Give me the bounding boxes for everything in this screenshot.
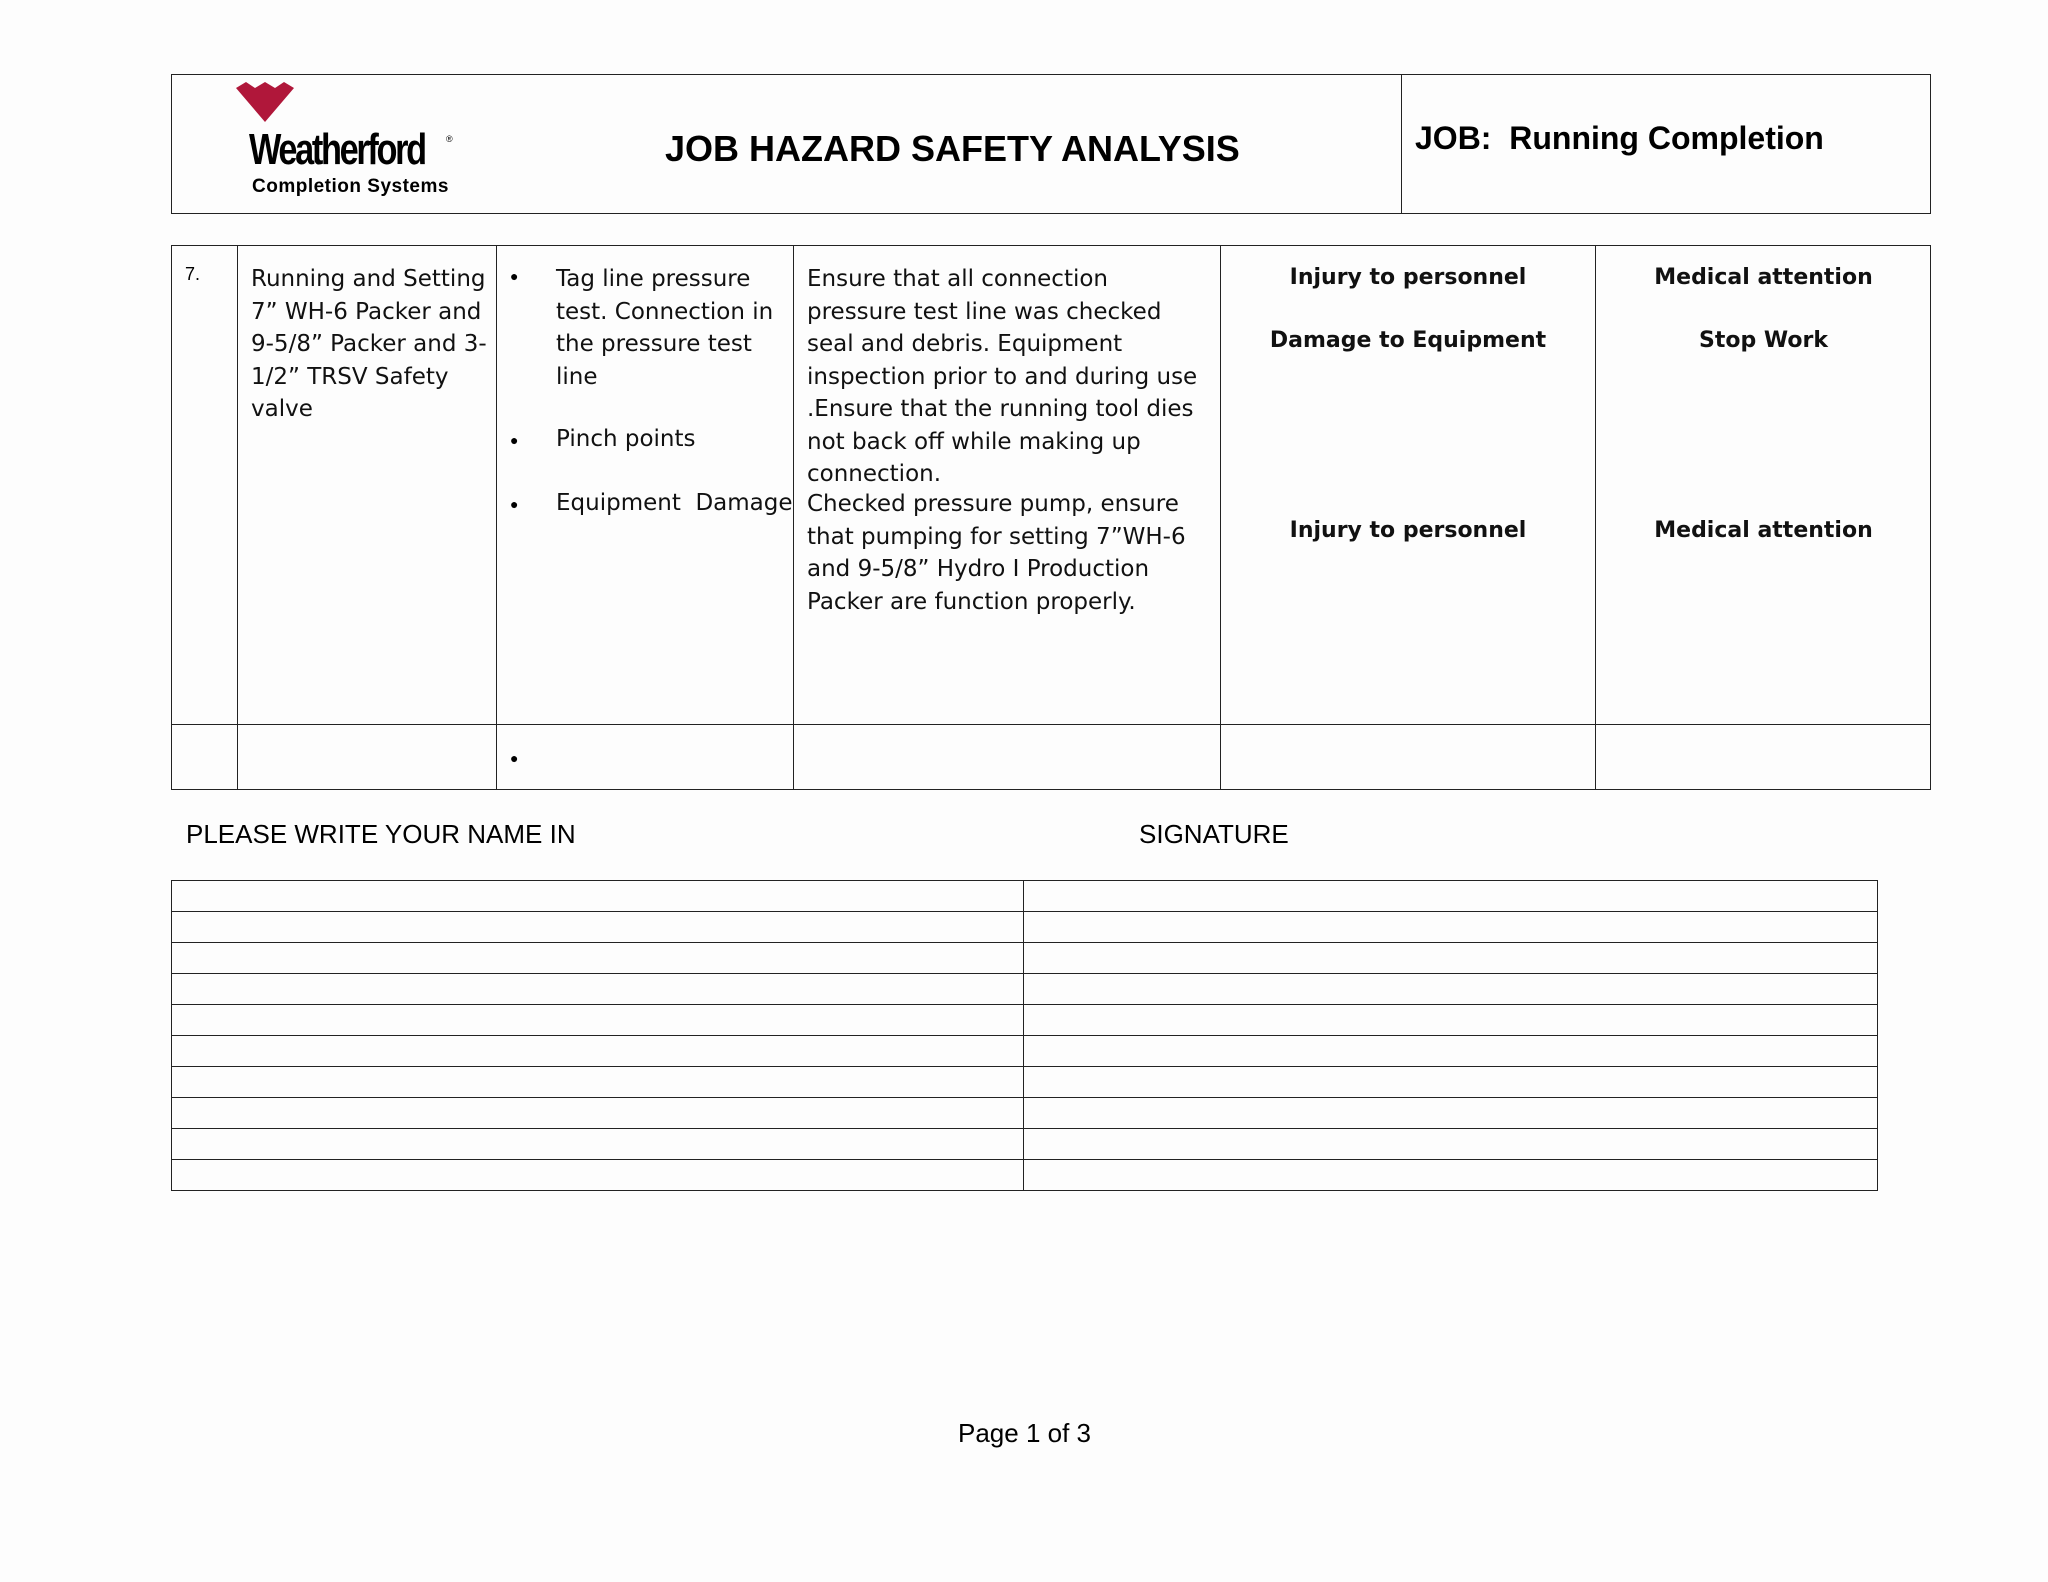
consequence-item: Injury to personnel xyxy=(1289,518,1527,543)
signature-row-line xyxy=(171,1097,1878,1098)
control-measure: Ensure that all connection pressure test line was checked seal and debris. Equipment inspection prior to and during use .Ensure that the running tool dies not back off while making up connection. xyxy=(807,266,1198,487)
bullet-icon: ● xyxy=(510,432,519,448)
signature-row-line xyxy=(171,973,1878,974)
signature-label: SIGNATURE xyxy=(1139,819,1289,849)
signature-row-line xyxy=(171,942,1878,943)
signature-row-line xyxy=(171,1035,1878,1036)
action-item: Medical attention xyxy=(1654,265,1873,290)
page-number: Page 1 of 3 xyxy=(958,1418,1091,1448)
weatherford-logo-icon xyxy=(236,82,294,122)
logo-name: Weatherford xyxy=(249,125,425,174)
document-title: JOB HAZARD SAFETY ANALYSIS xyxy=(665,128,1240,169)
signature-row-line xyxy=(171,1066,1878,1067)
bullet-icon: ● xyxy=(510,496,519,512)
job-label: JOB: Running Completion xyxy=(1415,120,1824,156)
hazard-item: Tag line pressure test. Connection in the pressure test line xyxy=(556,266,774,390)
row-divider xyxy=(171,724,1931,725)
bullet-icon: ● xyxy=(510,750,519,766)
signature-row-line xyxy=(171,1004,1878,1005)
column-divider xyxy=(496,245,497,790)
control-measure: Checked pressure pump, ensure that pumping for setting 7”WH-6 and 9-5/8” Hydro I Production Packer are function properly. xyxy=(807,491,1186,615)
signature-row-line xyxy=(171,911,1878,912)
signature-row-line xyxy=(171,1159,1878,1160)
hazard-item: Pinch points xyxy=(556,426,696,452)
logo-subtitle: Completion Systems xyxy=(252,176,449,197)
logo-registered-mark: ® xyxy=(446,134,453,144)
name-label: PLEASE WRITE YOUR NAME IN xyxy=(186,819,576,849)
consequence-item: Injury to personnel xyxy=(1289,265,1527,290)
signature-row-line xyxy=(171,1128,1878,1129)
action-item: Stop Work xyxy=(1699,328,1828,353)
consequence-item: Damage to Equipment xyxy=(1269,328,1547,353)
column-divider xyxy=(1595,245,1596,790)
column-divider xyxy=(237,245,238,790)
job-step-description: Running and Setting 7” WH-6 Packer and 9-5/8” Packer and 3-1/2” TRSV Safety valve xyxy=(251,266,487,422)
hazard-item: Equipment Damage xyxy=(556,490,793,516)
header-divider xyxy=(1401,74,1402,214)
step-number: 7. xyxy=(185,264,201,284)
bullet-icon: ● xyxy=(510,268,519,284)
action-item: Medical attention xyxy=(1654,518,1873,543)
